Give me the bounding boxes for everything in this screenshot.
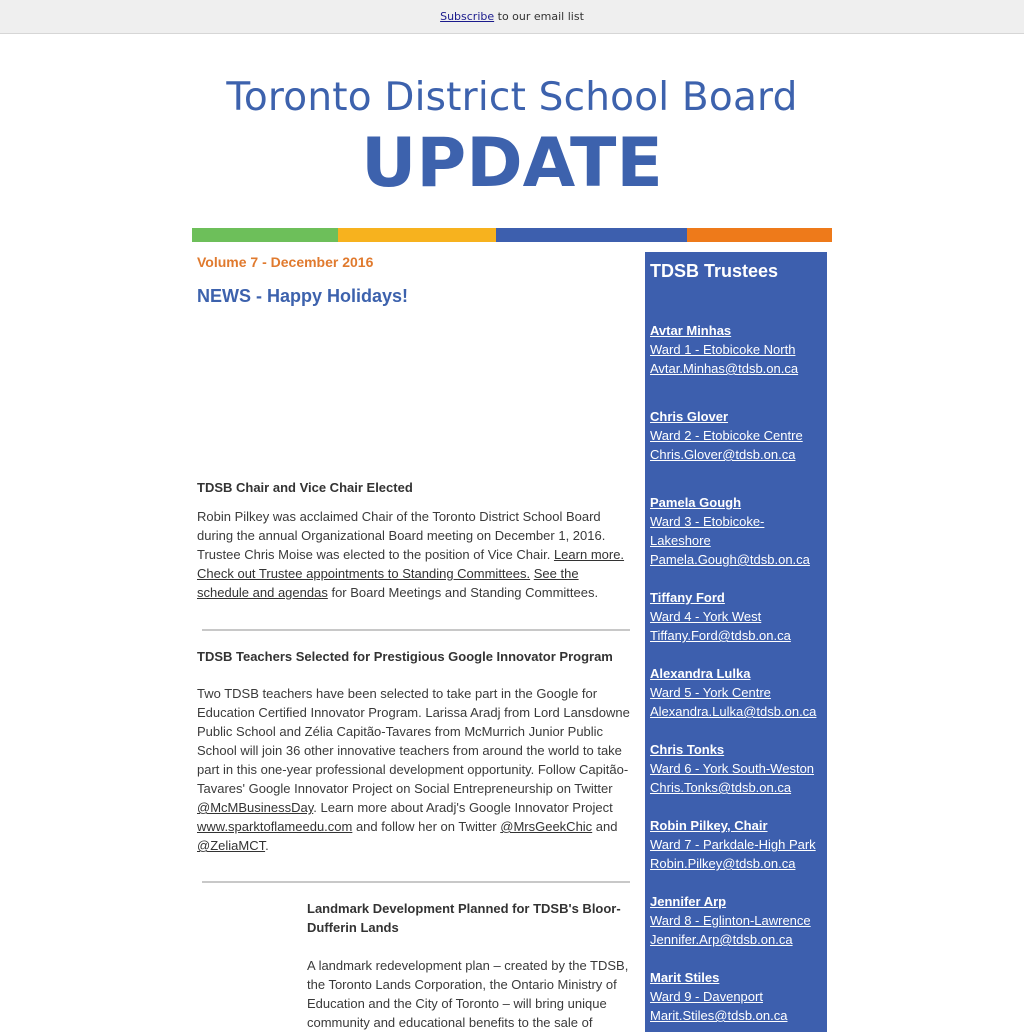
trustee-name-link[interactable]: Alexandra Lulka	[650, 666, 751, 681]
color-stripe	[192, 228, 832, 242]
volume-label: Volume 7 - December 2016	[197, 254, 374, 270]
trustee-entry	[650, 321, 827, 378]
article-text: . Learn more about Aradj's Google Innovator Project	[313, 800, 613, 815]
trustee-entry	[650, 968, 827, 1025]
trustee-name-link[interactable]: Jennifer Arp	[650, 894, 727, 909]
trustee-ward-link[interactable]: Ward 9 - Davenport	[650, 989, 763, 1004]
trustee-ward-link[interactable]: Ward 7 - Parkdale-High Park	[650, 837, 816, 852]
subscribe-bar	[0, 0, 1024, 34]
trustee-email-link[interactable]: Alexandra.Lulka@tdsb.on.ca	[650, 704, 817, 719]
trustee-entry	[650, 407, 827, 464]
trustee-name-link[interactable]: Chris Tonks	[650, 742, 725, 757]
trustee-name-link[interactable]: Chris Glover	[650, 409, 729, 424]
article-title-chair: TDSB Chair and Vice Chair Elected	[197, 480, 413, 495]
mcmbusinessday-link[interactable]: @McMBusinessDay	[197, 800, 314, 815]
trustee-ward-link[interactable]: Ward 1 - Etobicoke North	[650, 342, 796, 357]
main-content	[197, 252, 633, 1032]
article-title-google: TDSB Teachers Selected for Prestigious Google Innovator Program	[197, 649, 613, 664]
trustees-heading: TDSB Trustees	[650, 261, 779, 281]
trustee-email-link[interactable]: Tiffany.Ford@tdsb.on.ca	[650, 628, 791, 643]
update-title: UPDATE	[361, 124, 663, 203]
article-text: for Board Meetings and Standing Committees.	[327, 585, 599, 600]
article-body-chair	[197, 507, 633, 602]
mrsgeekchic-link[interactable]: @MrsGeekChic	[500, 819, 593, 834]
trustee-ward-link[interactable]: Ward 3 - Etobicoke-Lakeshore	[650, 514, 765, 548]
blank-image-area	[197, 308, 633, 478]
article-text: and	[592, 819, 618, 834]
standing-committees-link[interactable]: Check out Trustee appointments to Standing Committees.	[197, 566, 531, 581]
stripe-green	[192, 228, 338, 242]
stripe-orange	[687, 228, 832, 242]
trustee-email-link[interactable]: Robin.Pilkey@tdsb.on.ca	[650, 856, 796, 871]
trustee-ward-link[interactable]: Ward 5 - York Centre	[650, 685, 771, 700]
board-name: Toronto District School Board	[226, 75, 798, 120]
trustee-name-link[interactable]: Marit Stiles	[650, 970, 720, 985]
trustee-email-link[interactable]: Pamela.Gough@tdsb.on.ca	[650, 552, 810, 567]
section-divider	[202, 629, 630, 631]
stripe-blue	[496, 228, 687, 242]
article-title-landmark: Landmark Development Planned for TDSB's Bloor-Dufferin Lands	[307, 901, 621, 935]
trustee-name-link[interactable]: Tiffany Ford	[650, 590, 725, 605]
trustee-email-link[interactable]: Jennifer.Arp@tdsb.on.ca	[650, 932, 793, 947]
trustee-entry	[650, 816, 827, 873]
trustee-entry	[650, 493, 810, 569]
trustees-sidebar	[645, 252, 827, 1032]
trustee-entry	[650, 740, 827, 797]
trustee-ward-link[interactable]: Ward 4 - York West	[650, 609, 762, 624]
article-text: .	[265, 838, 269, 853]
subscribe-link[interactable]: Subscribe	[440, 10, 495, 23]
article-text: Robin Pilkey was acclaimed Chair of the Toronto District School Board during the annual Organizational Board meeting on December 1, 2016. Trustee Chris Moise was elected to the position of Vice Chair.	[197, 509, 606, 562]
trustee-entry	[650, 588, 827, 645]
trustee-ward-link[interactable]: Ward 8 - Eglinton-Lawrence	[650, 913, 811, 928]
trustee-name-link[interactable]: Robin Pilkey, Chair	[650, 818, 768, 833]
trustee-ward-link[interactable]: Ward 6 - York South-Weston	[650, 761, 815, 776]
news-heading: NEWS - Happy Holidays!	[197, 286, 409, 306]
trustee-email-link[interactable]: Avtar.Minhas@tdsb.on.ca	[650, 361, 799, 376]
zeliamct-link[interactable]: @ZeliaMCT	[197, 838, 266, 853]
sparktoflame-link[interactable]: www.sparktoflameedu.com	[197, 819, 353, 834]
trustee-entry	[650, 664, 827, 721]
article-body-google	[197, 684, 633, 855]
trustee-name-link[interactable]: Pamela Gough	[650, 495, 742, 510]
trustee-email-link[interactable]: Chris.Tonks@tdsb.on.ca	[650, 780, 792, 795]
subscribe-text: to our email list	[494, 10, 584, 23]
trustee-ward-link[interactable]: Ward 2 - Etobicoke Centre	[650, 428, 803, 443]
stripe-yellow	[338, 228, 496, 242]
section-divider	[202, 881, 630, 883]
article-landmark	[307, 899, 633, 1032]
article-text: Two TDSB teachers have been selected to take part in the Google for Education Certified Innovator Program. Larissa Aradj from Lord Lansdowne Public School and Zélia Capitão-Tavares from McMurrich Junior Public School will join 36 other innovative teachers from around the world to take part in this one-year professional development opportunity. Follow Capitão-Tavares' Google Innovator Project on Social Entrepreneurship on Twitter	[197, 686, 630, 796]
article-body-landmark: A landmark redevelopment plan – created by the TDSB, the Toronto Lands Corporation, the Ontario Ministry of Education and the City of Toronto – will bring unique community and educational benefits to the sale of	[307, 958, 629, 1030]
schedule-agendas-link[interactable]: See the schedule and agendas	[197, 566, 579, 600]
trustee-name-link[interactable]: Avtar Minhas	[650, 323, 732, 338]
trustee-entry	[650, 892, 827, 949]
trustee-email-link[interactable]: Chris.Glover@tdsb.on.ca	[650, 447, 796, 462]
trustee-email-link[interactable]: Marit.Stiles@tdsb.on.ca	[650, 1008, 788, 1023]
article-text: and follow her on Twitter	[352, 819, 501, 834]
learn-more-link[interactable]: Learn more.	[553, 547, 625, 562]
newsletter-masthead	[192, 70, 832, 204]
